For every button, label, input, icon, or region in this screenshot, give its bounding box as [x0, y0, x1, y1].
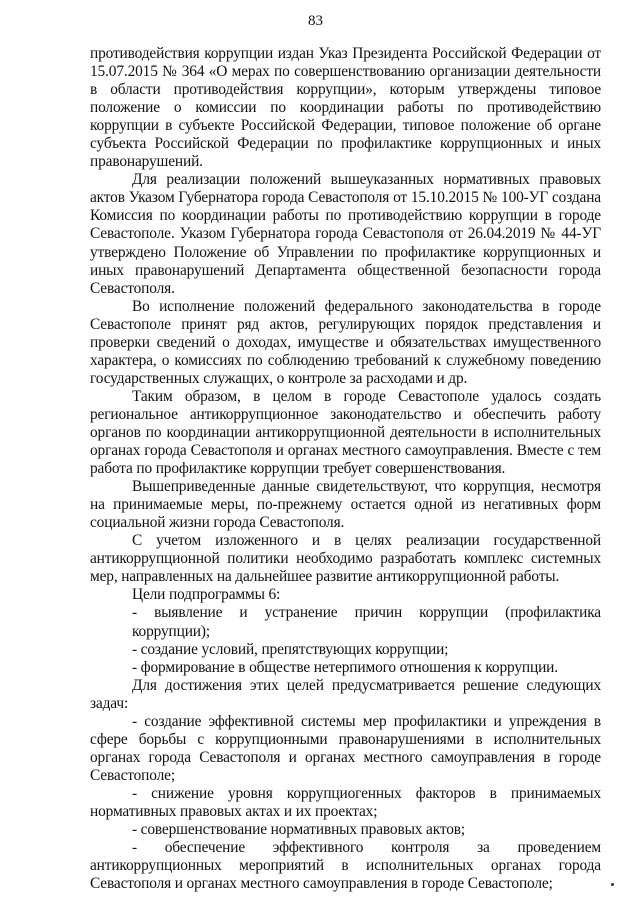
task-item: - создание эффективной системы мер профилактики и упреждения в сфере борьбы с коррупционными правонарушениями в исполнительных органах города Севастополя и органах местного самоуправления в городе Севастополе; [90, 712, 601, 784]
task-item: - совершенствование нормативных правовых актов; [132, 821, 465, 839]
goal-item: - формирование в обществе нетерпимого отношения к коррупции. [132, 658, 558, 676]
page-number: 83 [308, 13, 323, 29]
paragraph-policy-measures: С учетом изложенного и в целях реализации государственной антикоррупционной политики необходимо разработать комплекс системных мер, направленных на дальнейшее развитие антикоррупционной работы. [90, 532, 601, 586]
paragraph-federal-legislation: Во исполнение положений федерального законодательства в городе Севастополе принят ряд актов, регулирующих порядок представления и проверки сведений о доходах, имуществе и обязательствах имущественного характера, о комиссиях по соблюдению требований к служебному поведению государственных служащих, о контроле за расходами и др. [90, 297, 601, 387]
paragraph-corruption-persists: Вышеприведенные данные свидетельствуют, что коррупция, несмотря на принимаемые меры, по-прежнему остается одной из негативных форм социальной жизни города Севастополя. [90, 478, 601, 532]
paragraph-decree-reference: противодействия коррупции издан Указ Президента Российской Федерации от 15.07.2015 № 364 «О мерах по совершенствованию организации деятельности в области противодействия коррупции», которым утверждены типовое положение о комиссии по координации работы по противодействию коррупции в субъекте Российской Федерации, типовое положение об органе субъекта Российской Федерации по профилактике коррупционных и иных правонарушений. [90, 45, 601, 171]
paragraph-summary: Таким образом, в целом в городе Севастополе удалось создать региональное антикоррупционное законодательство и обеспечить работу органов по координации антикоррупционной деятельности в исполнительных органах города Севастополя и органах местного самоуправления. Вместе с тем работа по профилактике коррупции требует совершенствования. [90, 387, 601, 478]
document-body [90, 45, 601, 893]
tasks-heading: Для достижения этих целей предусматривается решение следующих задач: [90, 676, 601, 712]
goals-heading: Цели подпрограммы 6: [132, 586, 281, 604]
scan-dot-mark [611, 883, 614, 886]
goal-item: - создание условий, препятствующих коррупции; [132, 640, 449, 658]
task-item: - снижение уровня коррупциогенных факторов в принимаемых нормативных правовых актах и их проектах; [90, 784, 601, 820]
paragraph-commission-creation: Для реализации положений вышеуказанных нормативных правовых актов Указом Губернатора города Севастополя от 15.10.2015 № 100-УГ создана Комиссия по координации работы по противодействию коррупции в городе Севастополе. Указом Губернатора города Севастополя от 26.04.2019 № 44-УГ утверждено Положение об Управлении по профилактике коррупционных и иных правонарушений Департамента общественной безопасности города Севастополя. [90, 171, 601, 297]
goal-item: - выявление и устранение причин коррупции (профилактика коррупции); [132, 604, 601, 640]
task-item: - обеспечение эффективного контроля за проведением антикоррупционных мероприятий в исполнительных органах города Севастополя и органах местного самоуправления в городе Севастополе; [90, 839, 601, 893]
